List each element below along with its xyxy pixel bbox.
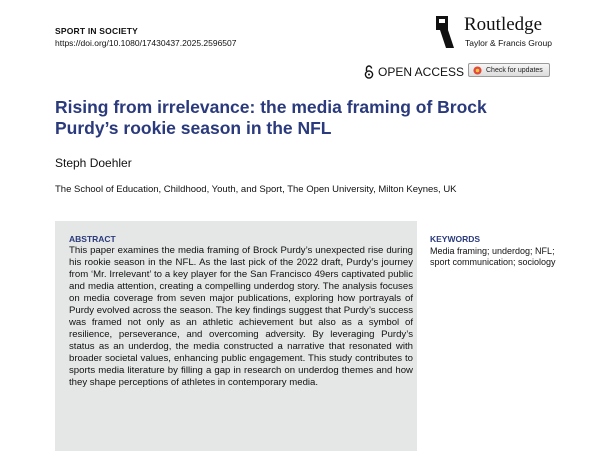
abstract-panel — [55, 221, 417, 451]
abstract-text: This paper examines the media framing of Brock Purdy’s unexpected rise during his rookie season in the NFL. As the last pick of the 2022 draft, Purdy’s journey from ‘Mr. Irrelevant’ to a key player for the San Francisco 49ers captivated public and media attention, creating a compelling underdog story. The analysis focuses on media coverage from seven major publications, exploring how portrayals of Purdy evolved across the season. The key findings suggest that Purdy’s success was framed not only as an athletic achievement but also as a symbol of resilience, perseverance, and overcoming adversity. By leveraging Purdy’s status as an underdog, the media constructed a narrative that resonated with broader societal values, enhancing public engagement. This study contributes to sports media literature by filling a gap in research on underdog themes and how they shape perceptions of athletes in contemporary media. — [69, 245, 413, 388]
publisher-name: Routledge — [464, 14, 543, 35]
check-for-updates-label: Check for updates — [486, 66, 543, 74]
author-name: Steph Doehler — [55, 156, 132, 170]
publisher-logo — [434, 14, 562, 54]
doi-link[interactable]: https://doi.org/10.1080/17430437.2025.2596507 — [55, 38, 237, 48]
update-circle-icon — [473, 66, 482, 75]
article-title: Rising from irrelevance: the media framing of Brock Purdy’s rookie season in the NFL — [55, 97, 487, 138]
open-access-label: OPEN ACCESS — [378, 65, 465, 79]
author-affiliation: The School of Education, Childhood, Youth, and Sport, The Open University, Milton Keynes, UK — [55, 184, 457, 195]
keywords-heading: KEYWORDS — [430, 234, 481, 244]
check-for-updates-button[interactable] — [468, 63, 550, 77]
open-access-badge — [364, 65, 464, 79]
open-lock-icon — [364, 65, 374, 79]
routledge-mark-icon — [434, 14, 456, 50]
keywords-text: Media framing; underdog; NFL; sport communication; sociology — [430, 246, 556, 267]
publisher-subtitle: Taylor & Francis Group — [465, 38, 552, 48]
abstract-heading: ABSTRACT — [69, 234, 116, 244]
journal-name: SPORT IN SOCIETY — [55, 26, 139, 36]
